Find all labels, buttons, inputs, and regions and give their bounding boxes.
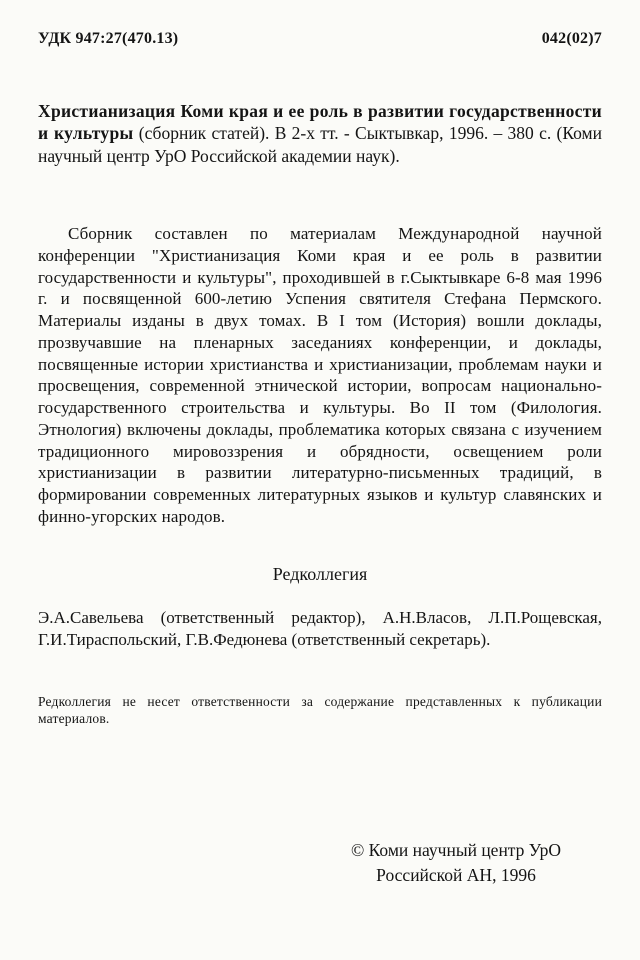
udk-number: УДК 947:27(470.13): [38, 30, 179, 47]
document-code: 042(02)7: [541, 30, 602, 47]
classification-header: [38, 30, 602, 48]
bibliographic-title: [38, 100, 602, 167]
editorial-board-heading: Редколлегия: [272, 563, 368, 584]
copyright-notice: [306, 838, 606, 889]
copyright-line-2: Российской АН, 1996: [376, 865, 536, 886]
abstract-paragraph: Сборник составлен по материалам Международной научной конференции "Христианизация Коми края и ее роль в развитии государственности и культуры", проходившей в г.Сыктывкаре 6-8 мая 1996 г. и посвященной 600-летию Успения святителя Стефана Пермского. Материалы изданы в двух томах. В I том (История) вошли доклады, прозвучавшие на пленарных заседаниях конференции, и доклады, посвященные истории христианства и христианизации, проблемам науки и просвещения, современной этнической истории, вопросам национально-государственного строительства и культуры. Во II том (Филология. Этнология) включены доклады, проблематика которых связана с изучением традиционного мировоззрения и обрядности, освещением роли христианизации в развитии литературно-письменных традиций, в формировании современных литературных языков и культур славянских и финно-угорских народов.: [38, 224, 602, 526]
bibliographic-details: (сборник статей). В 2-х тт. - Сыктывкар, 1996. – 380 с. (Коми научный центр УрО Российской академии наук).: [38, 123, 602, 166]
editorial-board-members: Э.А.Савельева (ответственный редактор), А.Н.Власов, Л.П.Рощевская, Г.И.Тираспольский, Г.В.Федюнева (ответственный секретарь).: [38, 607, 602, 649]
copyright-line-1: © Коми научный центр УрО: [350, 840, 562, 860]
book-title: Христианизация Коми края и ее роль в развитии государственности и культуры: [38, 101, 602, 144]
disclaimer-text: Редколлегия не несет ответственности за содержание представленных к публикации материалов.: [38, 693, 602, 727]
